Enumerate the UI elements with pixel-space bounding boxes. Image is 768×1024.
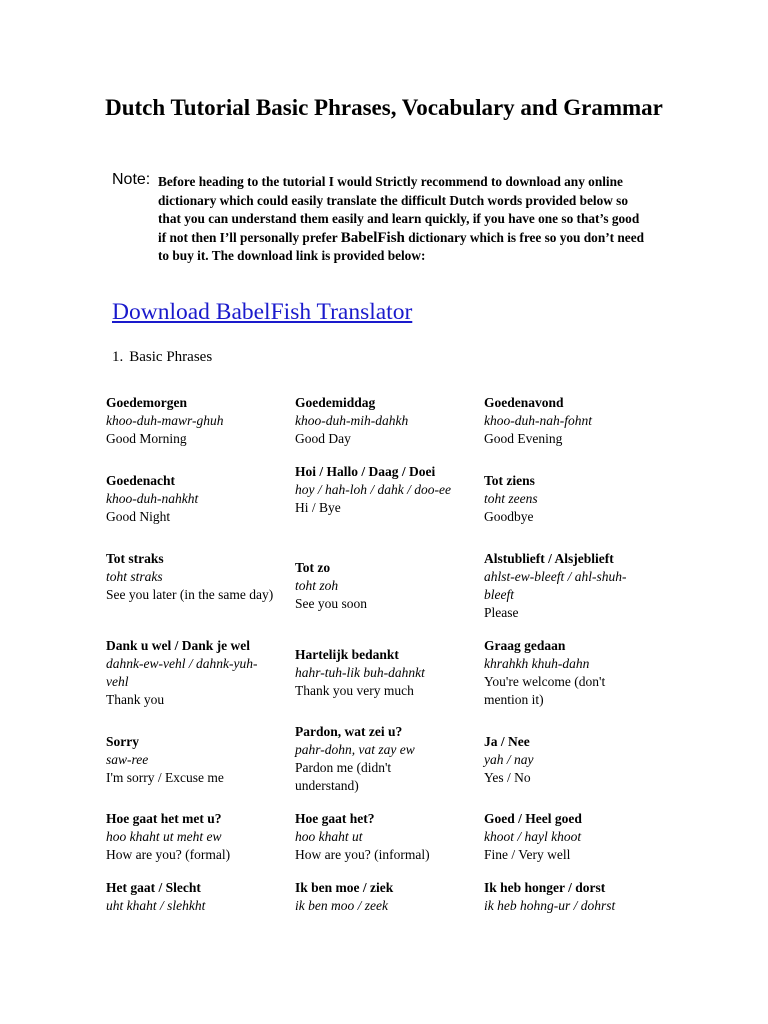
phrase-english: How are you? (informal): [295, 847, 430, 862]
phrase-dutch: Graag gedaan: [484, 638, 566, 653]
phrase-pronunciation: khoo-duh-mawr-ghuh: [106, 413, 224, 428]
phrase-entry: [106, 879, 284, 915]
phrase-dutch: Tot zo: [295, 560, 331, 575]
phrase-pronunciation: khoot / hayl khoot: [484, 829, 582, 844]
phrase-entry: [295, 879, 473, 915]
phrase-entry: [106, 550, 276, 604]
phrase-dutch: Ja / Nee: [484, 734, 530, 749]
phrase-entry: [295, 559, 473, 613]
note-emphasis: BabelFish: [340, 229, 405, 246]
phrase-dutch: Ik ben moe / ziek: [295, 880, 394, 895]
phrase-pronunciation: yah / nay: [484, 752, 534, 767]
phrase-entry: [106, 637, 278, 709]
phrase-english: See you later (in the same day): [106, 587, 274, 602]
phrase-english: Good Night: [106, 509, 171, 524]
phrase-english: Good Morning: [106, 431, 187, 446]
section-title: Basic Phrases: [129, 349, 213, 365]
phrase-english: Good Evening: [484, 431, 563, 446]
phrase-entry: [106, 810, 284, 864]
phrase-english: Fine / Very well: [484, 847, 571, 862]
phrase-dutch: Goedemorgen: [106, 395, 187, 410]
phrase-entry: [295, 723, 455, 795]
note-label: Note:: [112, 171, 151, 188]
phrase-pronunciation: dahnk-ew-vehl / dahnk-yuh-vehl: [106, 656, 258, 689]
phrase-pronunciation: ik ben moo / zeek: [295, 898, 388, 913]
phrase-pronunciation: saw-ree: [106, 752, 149, 767]
phrase-entry: [484, 550, 654, 622]
phrase-pronunciation: uht khaht / slehkht: [106, 898, 206, 913]
phrase-pronunciation: khoo-duh-nahkht: [106, 491, 199, 506]
section-heading: [112, 349, 212, 366]
phrase-dutch: Pardon, wat zei u?: [295, 724, 403, 739]
phrase-english: Yes / No: [484, 770, 531, 785]
phrase-entry: [484, 394, 662, 448]
phrase-dutch: Ik heb honger / dorst: [484, 880, 606, 895]
phrase-dutch: Hoe gaat het met u?: [106, 811, 222, 826]
note-text-before: Before heading to the tutorial I would Strictly recommend to download any online dictionary which could easily translate the difficult Dutch words provided below so that you can understand them easily and learn quickly, if you have one so that’s good if not then I’ll personally prefer: [158, 174, 640, 245]
phrase-english: You're welcome (don't mention it): [484, 674, 606, 707]
phrase-entry: [106, 733, 284, 787]
phrase-pronunciation: hoo khaht ut meht ew: [106, 829, 222, 844]
phrase-english: Goodbye: [484, 509, 534, 524]
phrase-entry: [295, 810, 473, 864]
phrase-dutch: Hoe gaat het?: [295, 811, 375, 826]
phrase-english: Good Day: [295, 431, 351, 446]
phrase-entry: [484, 879, 662, 915]
phrase-entry: [295, 394, 473, 448]
phrase-pronunciation: ahlst-ew-bleeft / ahl-shuh-bleeft: [484, 569, 627, 602]
phrase-dutch: Goedenavond: [484, 395, 564, 410]
phrase-dutch: Tot ziens: [484, 473, 535, 488]
phrase-english: See you soon: [295, 596, 367, 611]
phrase-pronunciation: toht straks: [106, 569, 163, 584]
phrase-dutch: Hartelijk bedankt: [295, 647, 399, 662]
phrase-english: How are you? (formal): [106, 847, 231, 862]
phrase-dutch: Tot straks: [106, 551, 164, 566]
phrase-pronunciation: toht zoh: [295, 578, 339, 593]
phrase-pronunciation: hahr-tuh-lik buh-dahnkt: [295, 665, 425, 680]
phrase-entry: [295, 646, 473, 700]
phrase-english: Please: [484, 605, 519, 620]
phrase-dutch: Goedenacht: [106, 473, 175, 488]
phrase-entry: [484, 637, 634, 709]
phrase-english: Thank you: [106, 692, 165, 707]
phrase-entry: [295, 463, 465, 517]
phrase-pronunciation: ik heb hohng-ur / dohrst: [484, 898, 616, 913]
note-text: [158, 173, 648, 266]
phrase-pronunciation: pahr-dohn, vat zay ew: [295, 742, 415, 757]
phrase-pronunciation: hoy / hah-loh / dahk / doo-ee: [295, 482, 451, 497]
phrase-english: Hi / Bye: [295, 500, 341, 515]
phrase-dutch: Dank u wel / Dank je wel: [106, 638, 251, 653]
phrase-entry: [106, 472, 284, 526]
phrase-dutch: Alstublieft / Alsjeblieft: [484, 551, 614, 566]
phrase-pronunciation: khoo-duh-mih-dahkh: [295, 413, 409, 428]
phrase-english: Pardon me (didn't understand): [295, 760, 392, 793]
section-number: 1.: [112, 349, 124, 365]
phrase-dutch: Goedemiddag: [295, 395, 376, 410]
phrase-pronunciation: khoo-duh-nah-fohnt: [484, 413, 592, 428]
phrase-pronunciation: hoo khaht ut: [295, 829, 363, 844]
phrase-entry: [484, 472, 662, 526]
phrase-dutch: Het gaat / Slecht: [106, 880, 201, 895]
phrase-pronunciation: khrahkh khuh-dahn: [484, 656, 590, 671]
phrase-pronunciation: toht zeens: [484, 491, 538, 506]
page-title: Dutch Tutorial Basic Phrases, Vocabulary and Grammar: [105, 95, 663, 120]
download-link[interactable]: Download BabelFish Translator: [112, 299, 413, 325]
phrase-dutch: Sorry: [106, 734, 139, 749]
phrase-entry: [484, 733, 662, 787]
note-text-after: dictionary which is free so you don’t need to buy it. The download link is provided below:: [158, 229, 644, 264]
phrase-entry: [106, 394, 284, 448]
phrase-entry: [484, 810, 662, 864]
phrase-english: I'm sorry / Excuse me: [106, 770, 224, 785]
phrase-dutch: Goed / Heel goed: [484, 811, 582, 826]
phrase-english: Thank you very much: [295, 683, 414, 698]
phrase-dutch: Hoi / Hallo / Daag / Doei: [295, 464, 436, 479]
